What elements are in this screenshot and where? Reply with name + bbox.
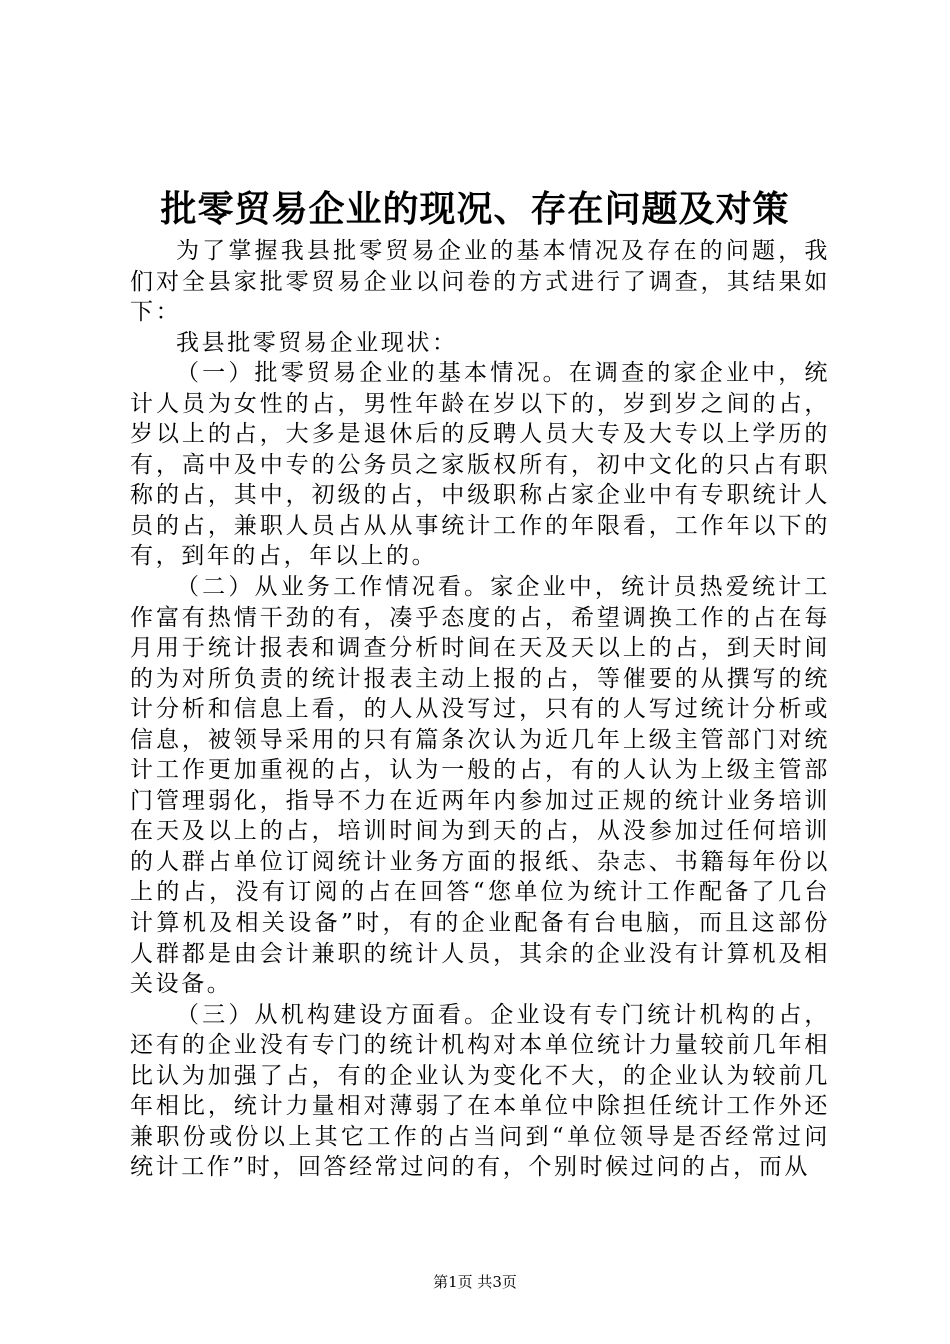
intro-paragraph: 为了掌握我县批零贸易企业的基本情况及存在的问题，我们对全县家批零贸易企业以问卷的方式进行了调查，其结果如下：: [130, 238, 830, 326]
section-three-paragraph: （三）从机构建设方面看。企业设有专门统计机构的占，还有的企业没有专门的统计机构对本单位统计力量较前几年相比认为加强了占，有的企业认为变化不大，的企业认为较前几年相比，统计力量相对薄弱了在本单位中除担任统计工作外还兼职份或份以上其它工作的占当问到“单位领导是否经常过问统计工作”时，回答经常过问的有，个别时候过问的占，而从: [130, 1001, 830, 1181]
document-body: [130, 236, 830, 1183]
section-one-paragraph: （一）批零贸易企业的基本情况。在调查的家企业中，统计人员为女性的占，男性年龄在岁以下的，岁到岁之间的占，岁以上的占，大多是退休后的反聘人员大专及大专以上学历的有，高中及中专的公务员之家版权所有，初中文化的只占有职称的占，其中，初级的占，中级职称占家企业中有专职统计人员的占，兼职人员占从从事统计工作的年限看，工作年以下的有，到年的占，年以上的。: [130, 360, 830, 570]
page-number: 第1页 共3页: [433, 1273, 517, 1291]
document-title: 批零贸易企业的现况、存在问题及对策: [160, 189, 790, 230]
section-two-paragraph: （二）从业务工作情况看。家企业中，统计员热爱统计工作富有热情干劲的有，凑乎态度的占，希望调换工作的占在每月用于统计报表和调查分析时间在天及天以上的占，到天时间的为对所负责的统计报表主动上报的占，等催要的从撰写的统计分析和信息上看，的人从没写过，只有的人写过统计分析或信息，被领导采用的只有篇条次认为近几年上级主管部门对统计工作更加重视的占，认为一般的占，有的人认为上级主管部门管理弱化，指导不力在近两年内参加过正规的统计业务培训在天及以上的占，培训时间为到天的占，从没参加过任何培训的人群占单位订阅统计业务方面的报纸、杂志、书籍每年份以上的占，没有订阅的占在回答“您单位为统计工作配备了几台计算机及相关设备”时，有的企业配备有台电脑，而且这部份人群都是由会计兼职的统计人员，其余的企业没有计算机及相关设备。: [130, 574, 830, 998]
status-heading: 我县批零贸易企业现状：: [176, 329, 458, 356]
